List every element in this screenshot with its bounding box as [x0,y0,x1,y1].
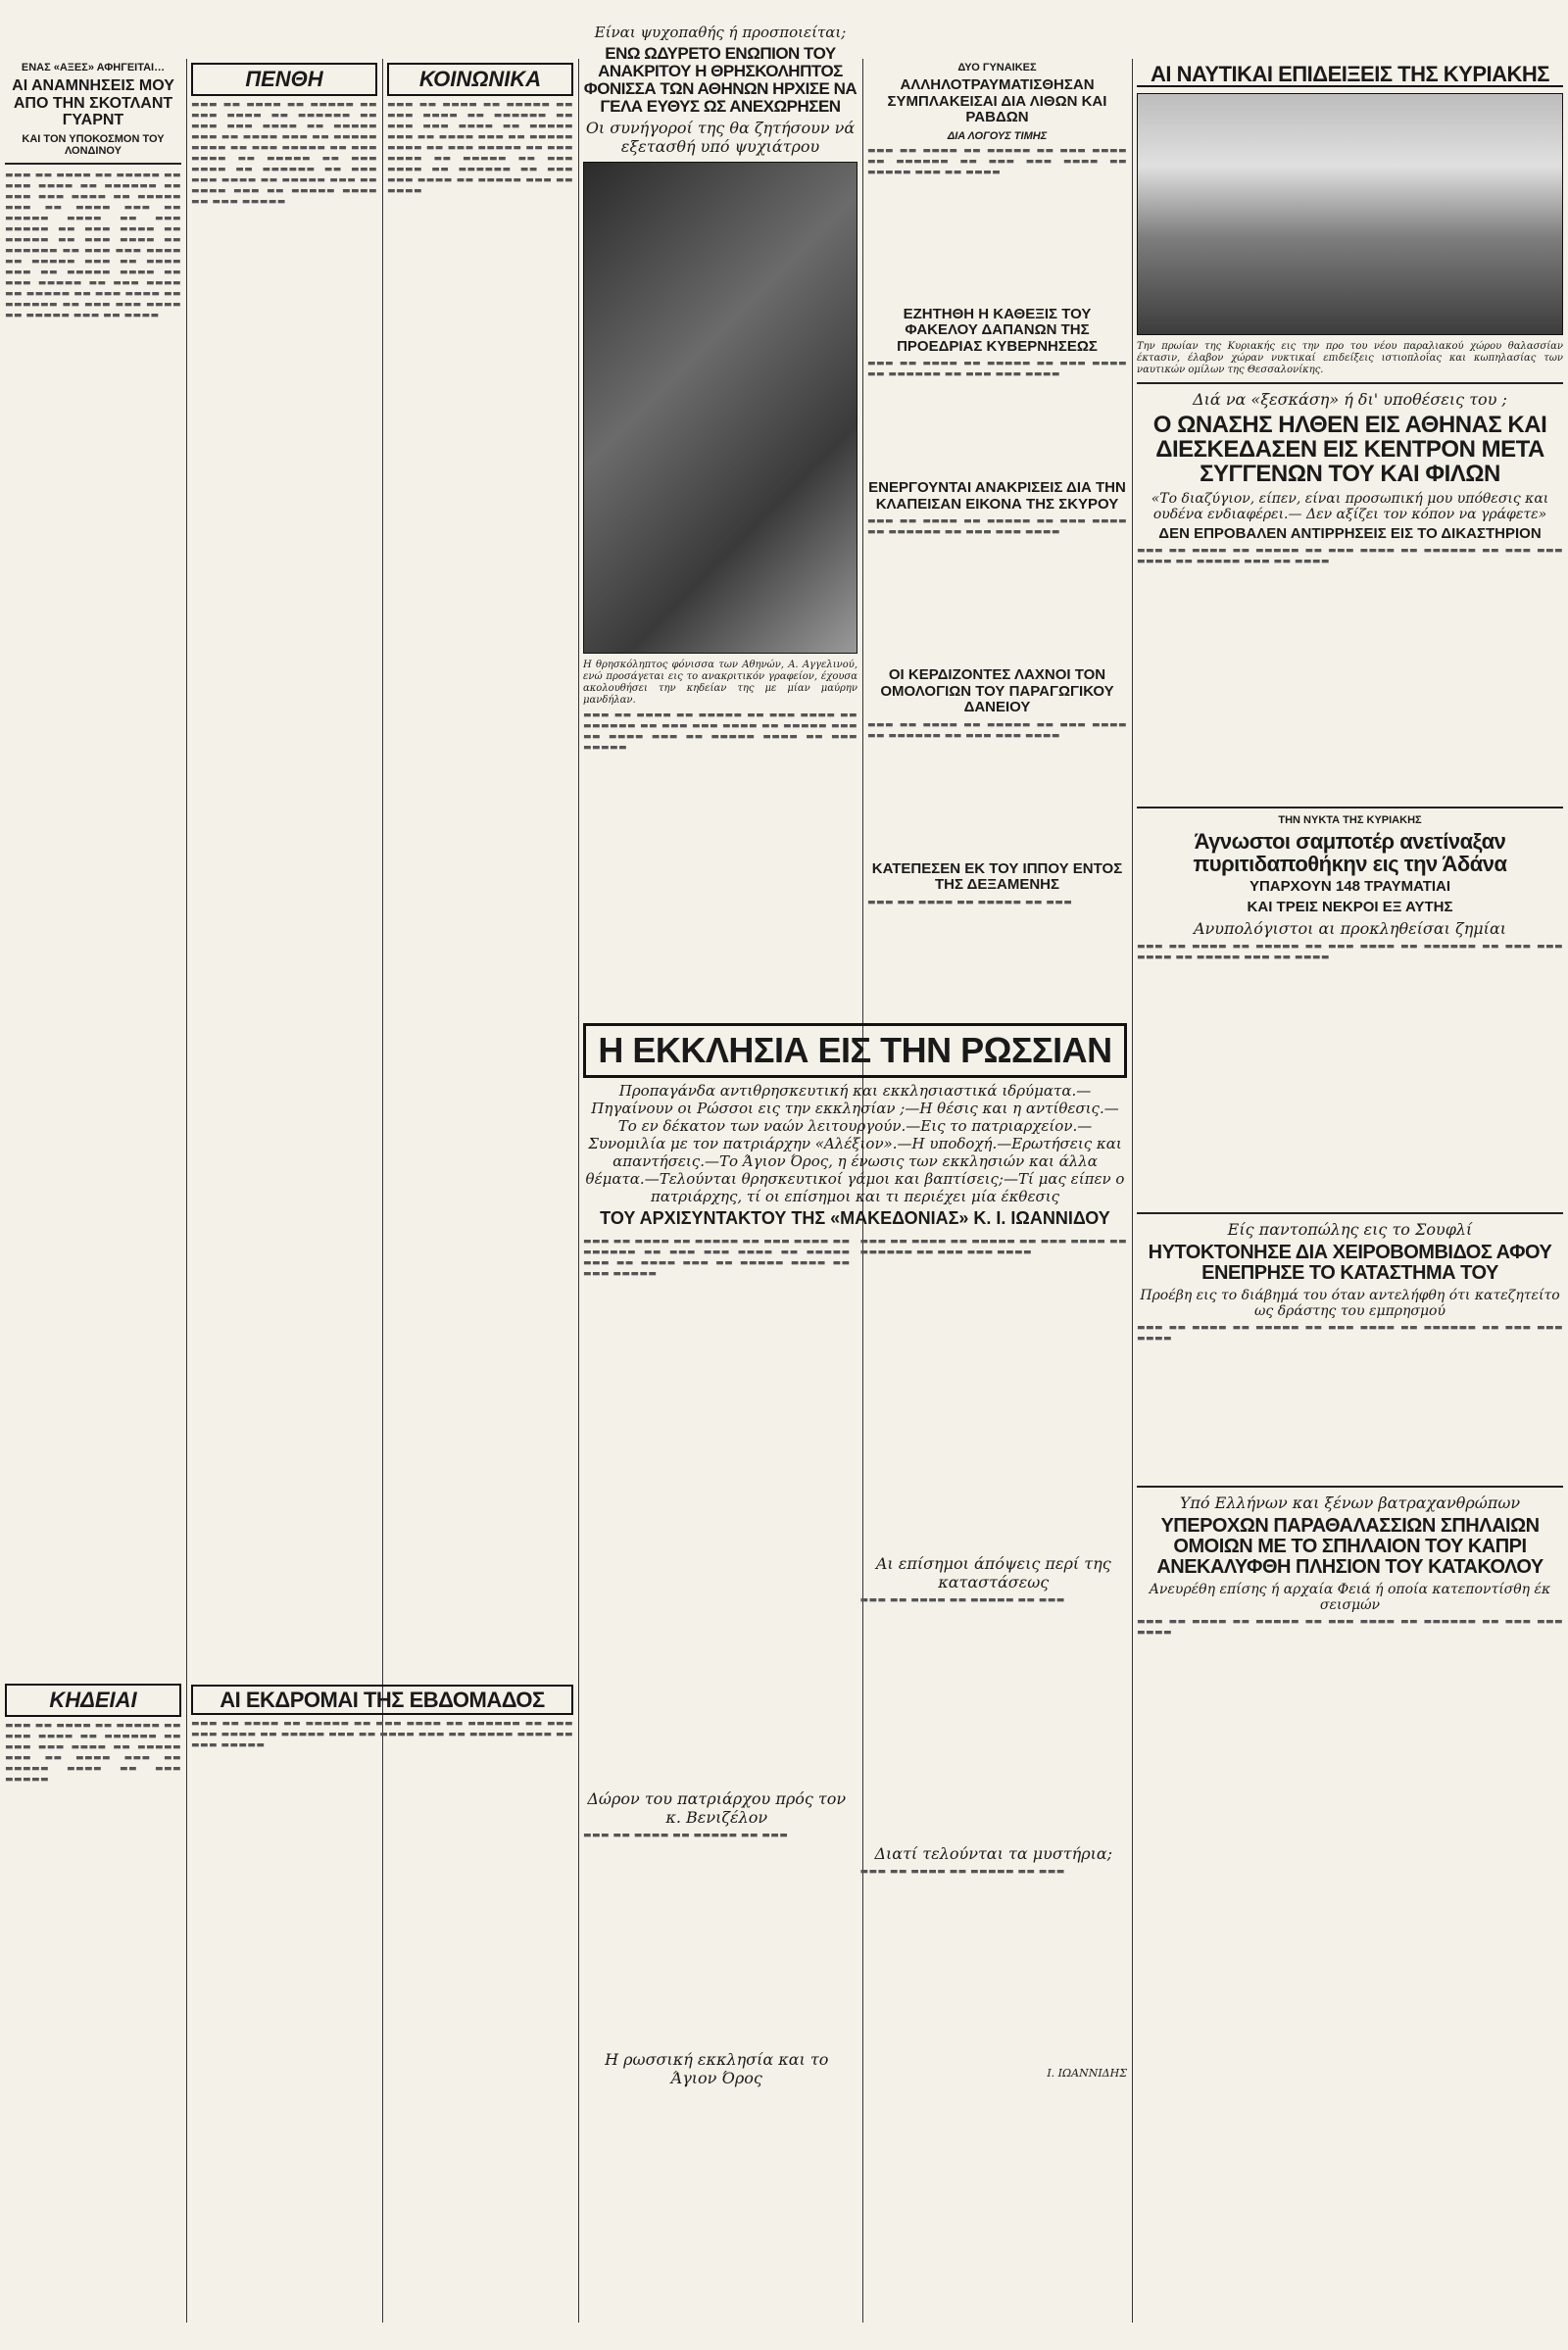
subhead-bishops: Αι επίσημοι άπόψεις περί της καταστάσεως [875,1553,1111,1591]
headline-grandmother: ΕΝΩ ΩΔΥΡΕΤΟ ΕΝΩΠΙΟΝ ΤΟΥ ΑΝΑΚΡΙΤΟΥ Η ΘΡΗΣΚΟΛΗΠΤΟΣ ΦΟΝΙΣΣΑ ΤΩΝ ΑΘΗΝΩΝ ΗΡΧΙΣΕ ΝΑ ΓΕΛΑ ΕΥΘΥΣ ΩΣ ΑΝΕΧΩΡΗΣΕΝ [583,44,858,116]
article-text-placeholder: ▬▬▬ ▬▬ ▬▬▬▬ ▬▬ ▬▬▬▬▬ ▬▬ ▬▬▬ [859,1866,1065,1877]
photo-caption: Την πρωίαν της Κυριακής εις την προ του νέου παραλιακού χώρου θαλασσίαν έκτασιν, έλαβον χώραν νυκτικαί επιδείξεις ιστιοπλοΐας και κωπηλασίας των ναυτικών ομίλων της Θεσσαλονίκης. [1137,341,1563,376]
church-article-columns [583,1233,1127,2091]
headline-investigation: ΕΖΗΤΗΘΗ Η ΚΑΘΕΞΙΣ ΤΟΥ ΦΑΚΕΛΟΥ ΔΑΠΑΝΩΝ ΤΗΣ ΠΡΟΕΔΡΙΑΣ ΚΥΒΕΡΝΗΣΕΩΣ [897,305,1098,355]
subheadline-ancient: Ανευρέθη επίσης ή αρχαία Φειά ή οποία κατεποντίσθη έκ σεισμών [1149,1582,1551,1614]
article-text-placeholder: ▬▬▬ ▬▬ ▬▬▬▬ ▬▬ ▬▬▬▬▬ ▬▬ ▬▬▬ ▬▬▬▬ ▬▬ ▬▬▬▬▬▬ ▬▬ ▬▬▬ ▬▬▬ ▬▬▬▬ ▬▬ ▬▬▬▬▬ ▬▬▬ ▬▬ ▬▬▬▬ ▬▬▬ ▬▬ ▬▬▬▬▬ ▬▬▬▬ ▬▬ ▬▬▬ ▬▬▬▬▬ [583,1236,851,1279]
news-photo [583,162,858,654]
photo-caption: Η θρησκόληπτος φόνισσα των Αθηνών, Α. Αγγελινού, ενώ προσάγεται εις το ανακριτικόν γραφείον, έχουσα ακολουθήσει την κηδείαν της με μίαν μαύρην μανδήλαν. [583,660,858,707]
column-1 [5,59,181,2332]
social-text-placeholder: ▬▬▬ ▬▬ ▬▬▬▬ ▬▬ ▬▬▬▬▬ ▬▬ ▬▬▬ ▬▬▬▬ ▬▬ ▬▬▬▬▬▬ ▬▬ ▬▬▬ ▬▬▬ ▬▬▬▬ ▬▬ ▬▬▬▬▬ ▬▬▬ ▬▬ ▬▬▬▬ ▬▬▬ ▬▬ ▬▬▬▬▬ ▬▬▬▬ ▬▬ ▬▬▬ ▬▬▬▬▬ ▬▬ ▬▬▬ ▬▬▬▬ ▬▬ ▬▬▬▬▬ ▬▬ ▬▬▬ ▬▬▬▬ ▬▬ ▬▬▬▬▬▬ ▬▬ ▬▬▬ ▬▬▬ ▬▬▬▬ ▬▬ ▬▬▬▬▬ ▬▬▬ ▬▬ ▬▬▬▬ [387,100,573,196]
church-article-col-1 [583,1233,851,2091]
divider [1137,1212,1563,1214]
kicker-two-women: ΔΥΟ ΓΥΝΑΙΚΕΣ [957,62,1037,73]
headline-nautical: ΑΙ ΝΑΥΤΙΚΑΙ ΕΠΙΔΕΙΞΕΙΣ ΤΗΣ ΚΥΡΙΑΚΗΣ [1137,63,1563,87]
church-article-col-2 [860,1233,1128,2091]
column-rule [186,59,187,2323]
article-text-placeholder: ▬▬▬ ▬▬ ▬▬▬▬ ▬▬ ▬▬▬▬▬ ▬▬ ▬▬▬ [583,1830,789,1840]
headline-skyros: ΕΝΕΡΓΟΥΝΤΑΙ ΑΝΑΚΡΙΣΕΙΣ ΔΙΑ ΤΗΝ ΚΛΑΠΕΙΣΑΝ ΕΙΚΟΝΑ ΤΗΣ ΣΚΥΡΟΥ [868,479,1126,513]
section-heading-mourning: ΠΕΝΘΗ [191,63,377,96]
section-heading-social: ΚΟΙΝΩΝΙΚΑ [387,63,573,96]
kicker-adana: ΤΗΝ ΝΥΚΤΑ ΤΗΣ ΚΥΡΙΑΚΗΣ [1278,814,1422,827]
serial-byline: ΚΑΙ ΤΟΝ ΥΠΟΚΟΣΜΟΝ ΤΟΥ ΛΟΝΔΙΝΟΥ [22,132,165,157]
subhead-athos: Η ρωσσική εκκλησία και το Άγιον Όρος [605,2049,829,2087]
subheadline-dead: ΚΑΙ ΤΡΕΙΣ ΝΕΚΡΟΙ ΕΞ ΑΥΤΗΣ [1247,898,1453,915]
subhead-patriarch-gift: Δώρον του πατριάρχου πρός τον κ. Βενιζέλον [587,1788,847,1827]
divider [1137,807,1563,808]
kicker-divorce: Διά να «ξεσκάση» ή δι' υποθέσεις του ; [1193,390,1507,410]
headline-grenade: ΗΥΤΟΚΤΟΝΗΣΕ ΔΙΑ ΧΕΙΡΟΒΟΜΒΙΔΟΣ ΑΦΟΥ ΕΝΕΠΡΗΣΕ ΤΟ ΚΑΤΑΣΤΗΜΑ ΤΟΥ [1148,1242,1552,1285]
headline-onassis: Ο ΩΝΑΣΗΣ ΗΛΘΕΝ ΕΙΣ ΑΘΗΝΑΣ ΚΑΙ ΔΙΕΣΚΕΔΑΣΕΝ ΕΙΣ ΚΕΝΤΡΟΝ ΜΕΤΑ ΣΥΓΓΕΝΩΝ ΤΟΥ ΚΑΙ ΦΙΛΩΝ [1152,412,1547,488]
lottery-numbers-placeholder: ▬▬▬ ▬▬ ▬▬▬▬ ▬▬ ▬▬▬▬▬ ▬▬ ▬▬▬ ▬▬▬▬ ▬▬ ▬▬▬▬▬▬ ▬▬ ▬▬▬ ▬▬▬ ▬▬▬▬ [867,719,1127,741]
article-text-placeholder: ▬▬▬ ▬▬ ▬▬▬▬ ▬▬ ▬▬▬▬▬ ▬▬ ▬▬▬ ▬▬▬▬ ▬▬ ▬▬▬▬▬▬ ▬▬ ▬▬▬ ▬▬▬ ▬▬▬▬ ▬▬ ▬▬▬▬▬ ▬▬▬ ▬▬ ▬▬▬▬ [867,145,1127,177]
section-heading-funerals: ΚΗΔΕΙΑΙ [5,1684,181,1717]
church-russia-block [583,1019,1127,2091]
column-rule [578,59,579,2323]
article-text-placeholder: ▬▬▬ ▬▬ ▬▬▬▬ ▬▬ ▬▬▬▬▬ ▬▬ ▬▬▬ ▬▬▬▬ ▬▬ ▬▬▬▬▬▬ ▬▬ ▬▬▬ ▬▬▬ ▬▬▬▬ ▬▬ ▬▬▬▬▬ ▬▬▬ ▬▬ ▬▬▬▬ ▬▬▬ ▬▬ ▬▬▬▬▬ ▬▬▬▬ ▬▬ ▬▬▬ ▬▬▬▬▬ [583,710,858,754]
excursions-block [191,1681,573,2350]
divider [5,163,181,165]
kicker-shop: Είς παντοπώλης εις το Σουφλί [1227,1220,1473,1240]
article-text-placeholder: ▬▬▬ ▬▬ ▬▬▬▬ ▬▬ ▬▬▬▬▬ ▬▬ ▬▬▬ ▬▬▬▬ ▬▬ ▬▬▬▬▬▬ ▬▬ ▬▬▬ ▬▬▬ ▬▬▬▬ [867,359,1127,379]
subheadline-lawyers: Οι συνήγοροί της θα ζητήσουν νά εξετασθή υπό ψυχιάτρου [585,119,856,157]
headline-horse: ΚΑΤΕΠΕΣΕΝ ΕΚ ΤΟΥ ΙΠΠΟΥ ΕΝΤΟΣ ΤΗΣ ΔΕΞΑΜΕΝΗΣ [871,859,1123,893]
column-rule [1132,59,1133,2323]
divider [1137,382,1563,384]
mourning-text-placeholder: ▬▬▬ ▬▬ ▬▬▬▬ ▬▬ ▬▬▬▬▬ ▬▬ ▬▬▬ ▬▬▬▬ ▬▬ ▬▬▬▬▬▬ ▬▬ ▬▬▬ ▬▬▬ ▬▬▬▬ ▬▬ ▬▬▬▬▬ ▬▬▬ ▬▬ ▬▬▬▬ ▬▬▬ ▬▬ ▬▬▬▬▬ ▬▬▬▬ ▬▬ ▬▬▬ ▬▬▬▬▬ ▬▬ ▬▬▬ ▬▬▬▬ ▬▬ ▬▬▬▬▬ ▬▬ ▬▬▬ ▬▬▬▬ ▬▬ ▬▬▬▬▬▬ ▬▬ ▬▬▬ ▬▬▬ ▬▬▬▬ ▬▬ ▬▬▬▬▬ ▬▬▬ ▬▬ ▬▬▬▬ ▬▬▬ ▬▬ ▬▬▬▬▬ ▬▬▬▬ ▬▬ ▬▬▬ ▬▬▬▬▬ [191,100,377,207]
subheadline-court: ΔΕΝ ΕΠΡΟΒΑΛΕΝ ΑΝΤΙΡΡΗΣΕΙΣ ΕΙΣ ΤΟ ΔΙΚΑΣΤΗΡΙΟΝ [1158,524,1542,542]
subheadline-damage: Ανυπολόγιστοι αι προκληθείσαι ζημίαι [1193,919,1507,939]
subheadline-wounded: ΥΠΑΡΧΟΥΝ 148 ΤΡΑΥΜΑΤΙΑΙ [1249,878,1451,896]
excursions-heading: ΑΙ ΕΚΔΡΟΜΑΙ ΤΗΣ ΕΒΔΟΜΑΔΟΣ [191,1685,573,1715]
excursions-text-placeholder: ▬▬▬ ▬▬ ▬▬▬▬ ▬▬ ▬▬▬▬▬ ▬▬ ▬▬▬ ▬▬▬▬ ▬▬ ▬▬▬▬▬▬ ▬▬ ▬▬▬ ▬▬▬ ▬▬▬▬ ▬▬ ▬▬▬▬▬ ▬▬▬ ▬▬ ▬▬▬▬ ▬▬▬ ▬▬ ▬▬▬▬▬ ▬▬▬▬ ▬▬ ▬▬▬ ▬▬▬▬▬ [191,1719,573,1751]
article-text-placeholder: ▬▬▬ ▬▬ ▬▬▬▬ ▬▬ ▬▬▬▬▬ ▬▬ ▬▬▬ ▬▬▬▬ ▬▬ ▬▬▬▬▬▬ ▬▬ ▬▬▬ ▬▬▬ ▬▬▬▬ [1137,1617,1563,1639]
article-text-placeholder: ▬▬▬ ▬▬ ▬▬▬▬ ▬▬ ▬▬▬▬▬ ▬▬ ▬▬▬ ▬▬▬▬ ▬▬ ▬▬▬▬▬▬ ▬▬ ▬▬▬ ▬▬▬ ▬▬▬▬ ▬▬ ▬▬▬▬▬ ▬▬▬ ▬▬ ▬▬▬▬ ▬▬▬ ▬▬ ▬▬▬▬▬ ▬▬▬▬ ▬▬ ▬▬▬ ▬▬▬▬▬ ▬▬ ▬▬▬ ▬▬▬▬ ▬▬ ▬▬▬▬▬ ▬▬ ▬▬▬ ▬▬▬▬ ▬▬ ▬▬▬▬▬▬ ▬▬ ▬▬▬ ▬▬▬ ▬▬▬▬ ▬▬ ▬▬▬▬▬ ▬▬▬ ▬▬ ▬▬▬▬ ▬▬▬ ▬▬ ▬▬▬▬▬ ▬▬▬▬ ▬▬ ▬▬▬ ▬▬▬▬▬ ▬▬ ▬▬▬ ▬▬▬▬ ▬▬ ▬▬▬▬▬ ▬▬ ▬▬▬ ▬▬▬▬ ▬▬ ▬▬▬▬▬▬ ▬▬ ▬▬▬ ▬▬▬ ▬▬▬▬ ▬▬ ▬▬▬▬▬ ▬▬▬ ▬▬ ▬▬▬▬ [5,170,181,320]
kicker-psychopath: Είναι ψυχοπαθής ή προσποιείται; [594,24,847,41]
headline-lottery: ΟΙ ΚΕΡΔΙΖΟΝΤΕΣ ΛΑΧΝΟΙ ΤΟΝ ΟΜΟΛΟΓΙΩΝ ΤΟΥ ΠΑΡΑΓΩΓΙΚΟΥ ΔΑΝΕΙΟΥ [880,666,1114,715]
subhead-mysteries: Διατί τελούνται τα μυστήρια; [874,1843,1113,1863]
headline-church-russia: Η ΕΚΚΛΗΣΙΑ ΕΙΣ ΤΗΝ ΡΩΣΣΙΑΝ [583,1023,1127,1078]
divider [1137,1486,1563,1488]
article-text-placeholder: ▬▬▬ ▬▬ ▬▬▬▬ ▬▬ ▬▬▬▬▬ ▬▬ ▬▬▬ [867,897,1073,907]
subheadline-arrest: Προέβη εις το διάβημά του όταν αντελήφθη ότι κατεζητείτο ως δράστης του εμπρησμού [1140,1288,1560,1320]
article-text-placeholder: ▬▬▬ ▬▬ ▬▬▬▬ ▬▬ ▬▬▬▬▬ ▬▬ ▬▬▬ ▬▬▬▬ ▬▬ ▬▬▬▬▬▬ ▬▬ ▬▬▬ ▬▬▬ ▬▬▬▬ [1137,1323,1563,1345]
subheadline-honor: ΔΙΑ ΛΟΓΟΥΣ ΤΙΜΗΣ [947,129,1048,142]
article-text-placeholder: ▬▬▬ ▬▬ ▬▬▬▬ ▬▬ ▬▬▬▬▬ ▬▬ ▬▬▬ ▬▬▬▬ ▬▬ ▬▬▬▬▬▬ ▬▬ ▬▬▬ ▬▬▬ ▬▬▬▬ [867,516,1127,537]
sailboat-photo [1137,93,1563,335]
column-6 [1137,59,1563,2332]
article-text-placeholder: ▬▬▬ ▬▬ ▬▬▬▬ ▬▬ ▬▬▬▬▬ ▬▬ ▬▬▬ ▬▬▬▬ ▬▬ ▬▬▬▬▬▬ ▬▬ ▬▬▬ ▬▬▬ ▬▬▬▬ ▬▬ ▬▬▬▬▬ ▬▬▬ ▬▬ ▬▬▬▬ [1137,942,1563,963]
headline-adana: Άγνωστοι σαμποτέρ ανετίναξαν πυριτιδαποθήκην εις την Άδάνα [1193,829,1507,877]
subheadline-quote: «Το διαζύγιον, είπεν, είναι προσωπική μου υπόθεσις και ουδένα ενδιαφέρει.— Δεν αξίζει τον κόπον να γράφετε» [1151,490,1549,522]
byline-archbishop-editor: ΤΟΥ ΑΡΧΙΣΥΝΤΑΚΤΟΥ ΤΗΣ «ΜΑΚΕΔΟΝΙΑΣ» Κ. Ι. ΙΩΑΝΝΙΔΟΥ [600,1207,1110,1228]
kicker-divers: Υπό Ελλήνων και ξένων βατραχανθρώπων [1179,1493,1521,1513]
article-text-placeholder: ▬▬▬ ▬▬ ▬▬▬▬ ▬▬ ▬▬▬▬▬ ▬▬ ▬▬▬ ▬▬▬▬ ▬▬ ▬▬▬▬▬▬ ▬▬ ▬▬▬ ▬▬▬ ▬▬▬▬ [859,1236,1127,1257]
funerals-text-placeholder: ▬▬▬ ▬▬ ▬▬▬▬ ▬▬ ▬▬▬▬▬ ▬▬ ▬▬▬ ▬▬▬▬ ▬▬ ▬▬▬▬▬▬ ▬▬ ▬▬▬ ▬▬▬ ▬▬▬▬ ▬▬ ▬▬▬▬▬ ▬▬▬ ▬▬ ▬▬▬▬ ▬▬▬ ▬▬ ▬▬▬▬▬ ▬▬▬▬ ▬▬ ▬▬▬ ▬▬▬▬▬ [5,1720,181,1785]
serial-kicker: ΕΝΑΣ «ΑΞΕΣ» ΑΦΗΓΕΙΤΑΙ… [21,62,166,73]
headline-brawl: ΑΛΛΗΛΟΤΡΑΥΜΑΤΙΣΘΗΣΑΝ ΣΥΜΠΛΑΚΕΙΣΑΙ ΔΙΑ ΛΙΘΩΝ ΚΑΙ ΡΑΒΔΩΝ [887,76,1107,125]
article-text-placeholder: ▬▬▬ ▬▬ ▬▬▬▬ ▬▬ ▬▬▬▬▬ ▬▬ ▬▬▬ ▬▬▬▬ ▬▬ ▬▬▬▬▬▬ ▬▬ ▬▬▬ ▬▬▬ ▬▬▬▬ ▬▬ ▬▬▬▬▬ ▬▬▬ ▬▬ ▬▬▬▬ [1137,546,1563,567]
subheadline-propaganda: Προπαγάνδα αντιθρησκευτική και εκκλησιαστικά ιδρύματα.—Πηγαίνουν οι Ρώσσοι εις την εκκλησίαν ;—Η θέσις και η αντίθεσις.—Το εν δέκατον των ναών λειτουργούν.—Εις το πατριαρχείον.—Συνομιλία με τον πατριάρχην «Αλέξιον».—Η υποδοχή.—Ερωτήσεις και απαντήσεις.—Το Άγιον Όρος, η ένωσις των εκκλησιών και άλλα θέματα.—Τελούνται θρησκευτικοί γάμοι και βαπτίσεις;—Τί μας είπεν ο πατριάρχης, τί οι επίσημοι και τι περιέχει μία έκθεσις [585,1081,1125,1205]
article-text-placeholder: ▬▬▬ ▬▬ ▬▬▬▬ ▬▬ ▬▬▬▬▬ ▬▬ ▬▬▬ [859,1594,1065,1605]
serial-title: ΑΙ ΑΝΑΜΝΗΣΕΙΣ ΜΟΥ ΑΠΟ ΤΗΝ ΣΚΟΤΛΑΝΤ ΓΥΑΡΝΤ [12,77,174,129]
article-signature: Ι. ΙΩΑΝΝΙΔΗΣ [1047,2066,1127,2080]
headline-caves: ΥΠΕΡΟΧΩΝ ΠΑΡΑΘΑΛΑΣΣΙΩΝ ΣΠΗΛΑΙΩΝ ΟΜΟΙΩΝ ΜΕ ΤΟ ΣΠΗΛΑΙΟΝ ΤΟΥ ΚΑΠΡΙ ΑΝΕΚΑΛΥΦΘΗ ΠΛΗΣΙΟΝ ΤΟΥ ΚΑΤΑΚΟΛΟΥ [1156,1515,1544,1579]
